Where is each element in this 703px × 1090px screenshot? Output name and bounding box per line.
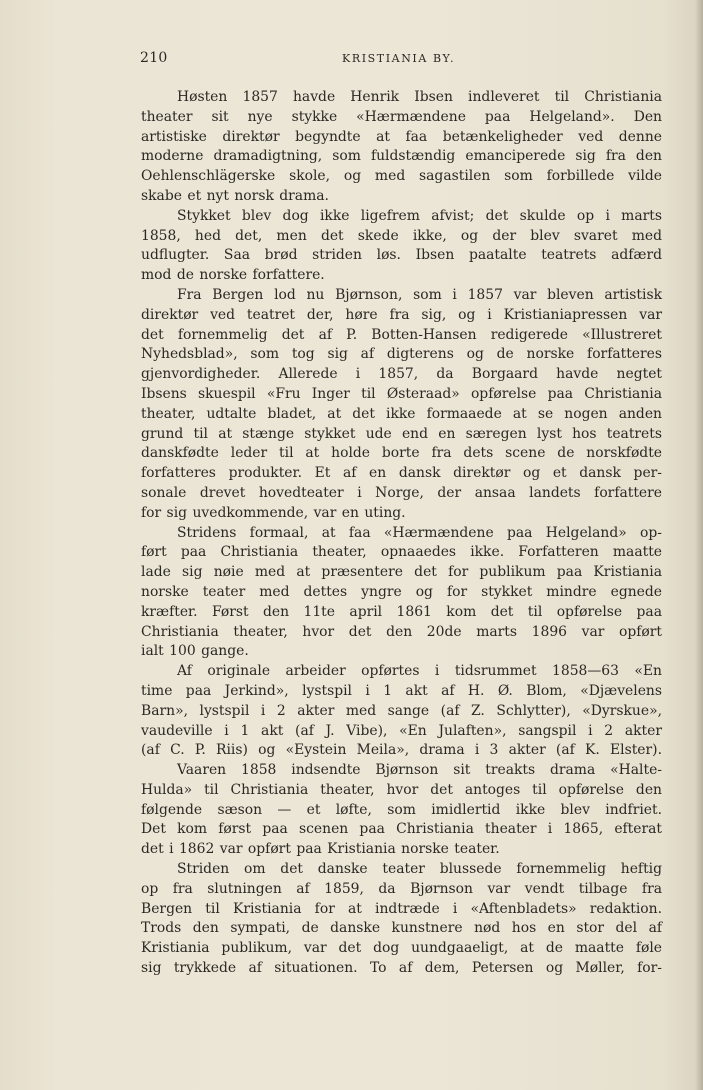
text-line: udflugter. Saa brød striden løs. Ibsen paatalte teatrets adfærd — [141, 247, 662, 264]
text-line: time paa Jerkind», lystspil i 1 akt af H. Ø. Blom, «Djævelens — [141, 682, 662, 699]
text-line: skabe et nyt norsk drama. — [141, 187, 329, 204]
text-line: Bergen til Kristiania for at indtræde i «Aftenbladets» redaktion. — [141, 900, 662, 917]
text-line: mod de norske forfattere. — [141, 267, 325, 284]
text-line: Af originale arbeider opførtes i tidsrummet 1858—63 «En — [177, 663, 662, 680]
text-line: Christiania theater, hvor det den 20de marts 1896 var opført — [141, 623, 662, 640]
text-line: Vaaren 1858 indsendte Bjørnson sit treakts drama «Halte- — [177, 762, 662, 779]
text-line: Kristiania publikum, var det dog uundgaaeligt, at de maatte føle — [141, 940, 662, 957]
text-line: Trods den sympati, de danske kunstnere nød hos en stor del af — [141, 920, 662, 937]
page-number: 210 — [140, 50, 168, 66]
text-line: følgende sæson — et løfte, som imidlertid ikke blev indfriet. — [141, 801, 662, 818]
text-line: ført paa Christiania theater, opnaaedes ikke. Forfatteren maatte — [141, 544, 662, 561]
running-head: KRISTIANIA BY. — [342, 52, 456, 65]
text-line: sonale drevet hovedteater i Norge, der ansaa landets forfattere — [141, 484, 662, 501]
text-line: 1858, hed det, men det skede ikke, og der blev svaret med — [141, 227, 662, 244]
text-line: Hulda» til Christiania theater, hvor det antoges til opførelse den — [141, 781, 662, 798]
text-line: vaudeville i 1 akt (af J. Vibe), «En Julaften», sangspil i 2 akter — [141, 722, 662, 739]
text-line: direktør ved teatret der, høre fra sig, og i Kristianiapressen var — [141, 306, 662, 323]
text-line: theater sit nye stykke «Hærmændene paa Helgeland». Den — [141, 108, 662, 125]
text-line: artistiske direktør begyndte at faa betænkeligheder ved denne — [141, 128, 662, 145]
text-line: theater, udtalte bladet, at det ikke formaaede at se nogen anden — [141, 405, 662, 422]
text-line: danskfødte leder til at holde borte fra dets scene de norskfødte — [141, 445, 662, 462]
text-line: moderne dramadigtning, som fuldstændig emanciperede sig fra den — [141, 148, 662, 165]
text-line: Nyhedsblad», som tog sig af digterens og de norske forfatteres — [141, 346, 662, 363]
text-line: Oehlenschlägerske skole, og med sagastilen som forbillede vilde — [141, 168, 662, 185]
body-text — [141, 88, 662, 979]
text-line: det i 1862 var opført paa Kristiania norske teater. — [141, 841, 500, 858]
text-line: grund til at stænge stykket ude end en særegen lyst hos teatrets — [141, 425, 662, 442]
text-line: lade sig nøie med at præsentere det for publikum paa Kristiania — [141, 564, 662, 581]
text-line: Det kom først paa scenen paa Christiania theater i 1865, efterat — [141, 821, 662, 838]
text-line: for sig uvedkommende, var en uting. — [141, 504, 406, 521]
text-line: gjenvordigheder. Allerede i 1857, da Borgaard havde negtet — [141, 366, 662, 383]
text-line: Stykket blev dog ikke ligefrem afvist; det skulde op i marts — [177, 207, 662, 224]
text-line: kræfter. Først den 11te april 1861 kom det til opførelse paa — [141, 603, 662, 620]
text-line: Fra Bergen lod nu Bjørnson, som i 1857 var bleven artistisk — [177, 286, 662, 303]
text-line: norske teater med dettes yngre og for stykket mindre egnede — [141, 583, 662, 600]
text-line: forfatteres produkter. Et af en dansk direktør og et dansk per- — [141, 465, 662, 482]
text-line: ialt 100 gange. — [141, 643, 249, 660]
page-header — [140, 50, 666, 72]
text-line: (af C. P. Riis) og «Eystein Meila», drama i 3 akter (af K. Elster). — [141, 742, 662, 759]
text-line: Barn», lystspil i 2 akter med sange (af Z. Schlytter), «Dyrskue», — [141, 702, 662, 719]
text-line: Høsten 1857 havde Henrik Ibsen indleveret til Christiania — [177, 89, 662, 105]
text-line: Striden om det danske teater blussede fornemmelig heftig — [177, 861, 662, 878]
page-edge-shadow — [695, 0, 703, 1090]
text-line: op fra slutningen af 1859, da Bjørnson var vendt tilbage fra — [141, 880, 662, 897]
text-line: det fornemmelig det af P. Botten-Hansen redigerede «Illustreret — [141, 326, 662, 343]
text-line: Ibsens skuespil «Fru Inger til Østeraad» opførelse paa Christiania — [141, 385, 662, 402]
text-line: sig trykkede af situationen. To af dem, Petersen og Møller, for- — [141, 960, 662, 977]
text-line: Stridens formaal, at faa «Hærmændene paa Helgeland» op- — [177, 524, 662, 541]
